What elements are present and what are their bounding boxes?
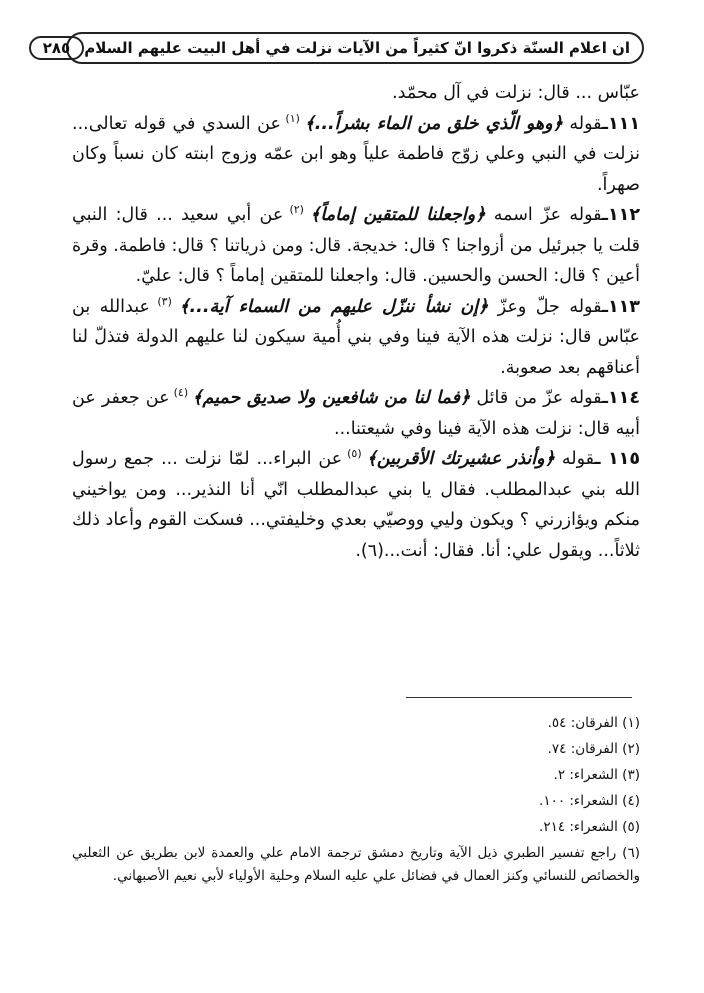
item-number: ١١٥ ـ <box>594 449 641 469</box>
paragraph <box>72 200 640 292</box>
paragraph <box>72 444 640 566</box>
paragraph <box>72 292 640 384</box>
paragraph-text: عن البراء... لمّا نزلت ... جمع رسول الله بني عبدالمطلب. فقال يا بني عبدالمطلب انّي أنا النذير... ومن يواخيني منكم ويؤازرني ؟ ويكون وليي ووصيّي بعدي وخليفتي... فسكت القوم وأعاد ذلك ثلاثاً... ويقول علي: أنا. فقال: أنت...(٦). <box>72 449 640 561</box>
paragraph <box>72 78 640 109</box>
paragraph-text: عن أبي سعيد ... قال: النبي قلت يا جبرئيل من أزواجنا ؟ قال: خديجة. قال: ومن ذرياتنا ؟ قال: فاطمة. وقرة أعين ؟ قال: الحسن والحسين. قال: واجعلنا للمتقين إماماً ؟ قال: عليّ. <box>72 205 640 286</box>
footnote: (١) الفرقان: ٥٤. <box>547 715 640 731</box>
paragraph <box>72 383 640 444</box>
footnote-marker: (١) <box>280 111 305 125</box>
paragraph-text: عن السدي في قوله تعالى... نزلت في النبي وعلي زوّج فاطمة علياً وهو ابن عمّه وزوج ابنته كان نسباً وكان صهراً. <box>72 113 640 195</box>
running-header <box>42 32 644 64</box>
paragraph-text: عبّاس ... قال: نزلت في آل محمّد. <box>392 83 640 103</box>
quran-verse: ﴿إن نشأ ننزّل عليهم من السماء آية...﴾ <box>179 296 489 317</box>
item-number: ١١٣ـ <box>601 296 640 317</box>
item-number: ١١٢ـ <box>601 205 640 225</box>
quran-verse: ﴿وهو الّذي خلق من الماء بشراً...﴾ <box>304 113 563 134</box>
paragraph-text: عن جعفر عن أبيه قال: نزلت هذه الآية فينا وفي شيعتنا... <box>72 388 640 439</box>
quran-verse: ﴿وأنذر عشيرتك الأقربين﴾ <box>366 449 555 469</box>
footnote-marker: (٣) <box>149 294 180 308</box>
paragraph-text: عبدالله بن عبّاس قال: نزلت هذه الآية فينا وفي بني أُمية سيكون لنا عليهم الدولة فتذلّ لنا أعناقهم بعد صعوبة. <box>72 296 640 378</box>
footnote: (٢) الفرقان: ٧٤. <box>547 741 640 757</box>
paragraph <box>72 109 640 201</box>
quran-verse: ﴿فما لنا من شافعين ولا صديق حميم﴾ <box>192 388 471 408</box>
footnote-divider <box>406 697 632 698</box>
footnote-marker: (٢) <box>283 203 311 217</box>
intro-text: قوله عزّ من قائل <box>470 388 602 408</box>
intro-text: قوله <box>562 113 602 134</box>
footnote-marker: (٤) <box>169 386 193 400</box>
footnote: (٥) الشعراء: ٢١٤. <box>539 819 640 835</box>
item-number: ١١١ـ <box>601 113 641 134</box>
footnote: (٤) الشعراء: ١٠٠. <box>539 793 640 809</box>
page-number: ٢٨٥ <box>29 36 84 60</box>
footnote: (٦) راجع تفسير الطبري ذيل الآية وتاريخ دمشق ترجمة الامام علي والعمدة لابن بطريق عن الثعلبي والخصائص للنسائي وكنز العمال في فضائل علي عليه السلام وحلية الأولياء لأبي نعيم الأصبهاني. <box>72 845 640 884</box>
running-title: ان اعلام السنّة ذكروا انّ كثيراً من الآيات نزلت في أهل البيت عليهم السلام <box>84 39 630 57</box>
footnote: (٣) الشعراء: ٢. <box>553 767 640 783</box>
intro-text: قوله عزّ اسمه <box>485 205 602 225</box>
intro-text: قوله <box>554 449 595 469</box>
main-text <box>72 78 640 566</box>
item-number: ١١٤ـ <box>601 388 641 408</box>
quran-verse: ﴿واجعلنا للمتقين إماماً﴾ <box>310 205 486 225</box>
intro-text: قوله جلّ وعزّ <box>488 296 602 317</box>
footnotes <box>72 710 640 888</box>
footnote-marker: (٥) <box>342 447 367 461</box>
